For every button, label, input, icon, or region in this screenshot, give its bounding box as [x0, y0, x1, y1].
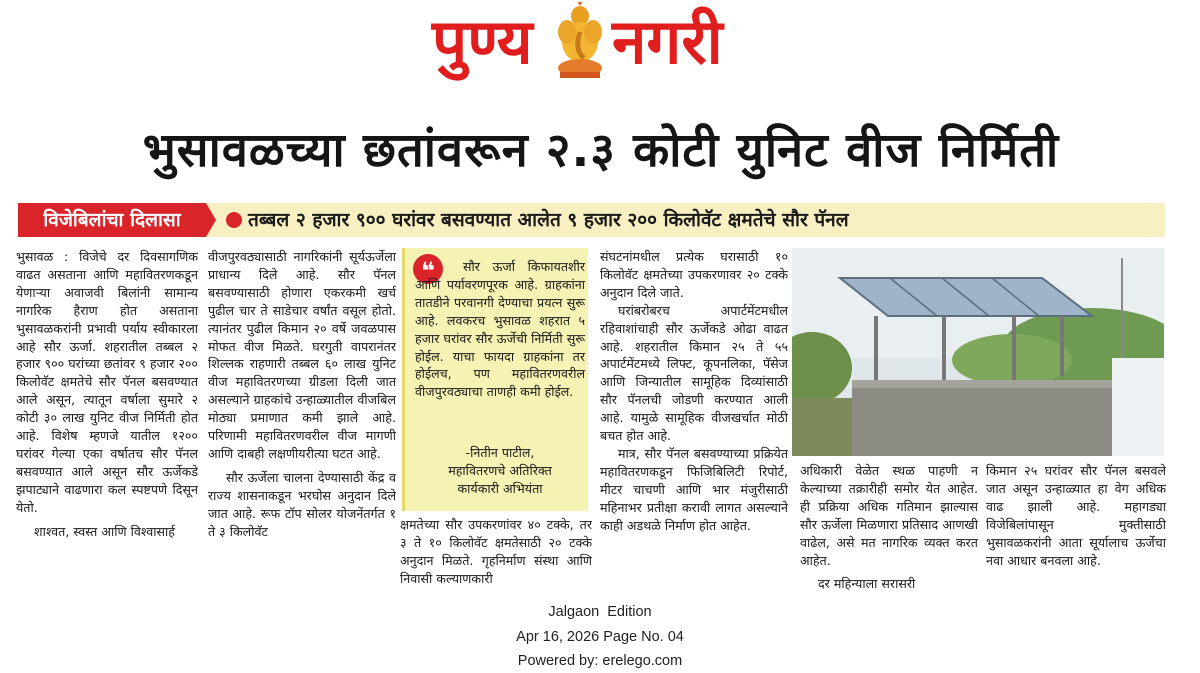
paragraph: वीजपुरवठ्यासाठी नागरिकांनी सूर्यऊर्जेला प्राधान्य दिले आहे. सौर पॅनल बसवण्यासाठी होणारा एकरकमी खर्च पुढील चार ते साडेचार वर्षांत वसूल होतो. त्यानंतर पुढील किमान २० वर्षे जवळपास मोफत वीज मिळते. घरगुती वापरानंतर शिल्लक राहणारी तब्बल ६० लाख युनिट वीज महावितरणच्या ग्रीडला दिली जात असल्याने ग्राहकांचे उन्हाळ्यातील वीजबिल मोठ्या प्रमाणात कमी झाले आहे. परिणामी महावितरणवरील वीज मागणी आणि दाबही लक्षणीयरीत्या घटत आहे. — [208, 249, 396, 461]
sub-headline-bar — [18, 203, 1165, 237]
date-page-label: Apr 16, 2026 Page No. 04 — [516, 629, 684, 645]
article-column-2 — [208, 248, 396, 593]
pull-quote-box — [402, 248, 588, 511]
paragraph: क्षमतेच्या सौर उपकरणांवर ४० टक्के, तर ३ ते १० किलोवॅट क्षमतेसाठी २० टक्के अनुदान मिळते. गृहनिर्माण संस्था आणि निवासी कल्याणकारी — [400, 517, 592, 586]
masthead-title-left: पुण्य — [432, 5, 533, 78]
paragraph: किमान २५ घरांवर सौर पॅनल बसवले जात असून उन्हाळ्यात हा वेग अधिक वाढ झाली आहे. महागड्या विजेबिलांपासून मुक्तीसाठी भुसावळकरांनी आता सूर्यालाच ऊर्जेचा नवा आधार बनवला आहे. — [986, 463, 1166, 568]
bullet-dot-icon — [226, 212, 242, 228]
ganesha-logo-icon — [550, 2, 610, 80]
quote-attribution — [417, 444, 583, 498]
article-column-5 — [800, 462, 978, 596]
article-column-3 — [400, 516, 592, 596]
quote-role-line-2: कार्यकारी अभियंता — [457, 480, 543, 496]
masthead-title-right: नगरी — [612, 5, 723, 78]
quote-mark-icon: ❝ — [413, 254, 443, 284]
solar-panel-rooftop-photo — [792, 248, 1164, 456]
paragraph: सौर ऊर्जेला चालना देण्यासाठी केंद्र व राज्य शासनाकडून भरघोस अनुदान दिले जात आहे. रूफ टॉप सोलर योजनेंतर्गत १ ते ३ किलोवॅट — [208, 469, 396, 539]
paragraph: भुसावळ : विजेचे दर दिवसागणिक वाढत असताना आणि महावितरणकडून येणाऱ्या अवाजवी बिलांनी सामान्य नागरिक हैराण होत असताना भुसावळकरांनी प्रभावी पर्याय स्वीकारला आहे सौर ऊर्जा. शहरातील तब्बल २ हजार ९०० घरांच्या छतांवर ९ हजार २०० किलोवॅट क्षमतेचे सौर पॅनल बसवण्यात आले असून, त्यातून वर्षाला सुमारे २ कोटी ३० लाख युनिट वीज निर्मिती होत आहे. विशेष म्हणजे यातील १२०० घरांवर गेल्या एका वर्षातच सौर पॅनल बसवण्यात आले असून सौर ऊर्जेकडे झपाट्याने वाढणारा कल स्पष्टपणे दिसून येतो. — [16, 249, 198, 515]
paragraph: शाश्वत, स्वस्त आणि विश्वासार्ह — [34, 523, 175, 539]
article-headline: भुसावळच्या छतांवरून २.३ कोटी युनिट वीज निर्मिती — [142, 123, 1060, 178]
paragraph: संघटनांमधील प्रत्येक घरासाठी १० किलोवॅट क्षमतेच्या उपकरणावर २० टक्के अनुदान दिले जाते. — [600, 249, 788, 300]
paragraph: अधिकारी वेळेत स्थळ पाहणी न केल्याच्या तक्रारीही समोर येत आहेत. ही प्रक्रिया अधिक गतिमान झाल्यास सौर ऊर्जेला मिळणारा प्रतिसाद आणखी वाढेल, असे मत नागरिक व्यक्त करत आहेत. — [800, 463, 978, 568]
paragraph: मात्र, सौर पॅनल बसवण्याच्या प्रक्रियेत महावितरणकडून फिजिबिलिटी रिपोर्ट, मीटर चाचणी आणि भार मंजुरीसाठी महिनाभर प्रतीक्षा करावी लागत असल्याने काही अडथळे निर्माण होत आहेत. — [600, 445, 788, 533]
kicker-label: विजेबिलांचा दिलासा — [18, 203, 206, 237]
article-column-1 — [16, 248, 198, 593]
paragraph: घरांबरोबरच अपार्टमेंटमधील रहिवाशांचाही सौर ऊर्जेकडे ओढा वाढत आहे. शहरातील किमान २५ ते ५५ अपार्टमेंटमध्ये लिफ्ट, कूपनलिका, पॅसेज आणि जिन्यातील सामूहिक दिव्यांसाठी सौर पॅनलची जोडणी करण्यात आली आहे. यामुळे सामूहिक वीजखर्चात मोठी बचत होत आहे. — [600, 302, 788, 444]
quote-author: -नितीन पाटील, — [465, 445, 535, 460]
pull-quote-text: सौर ऊर्जा किफायतशीर आणि पर्यावरणपूरक आहे. ग्राहकांना तातडीने परवानगी देण्याचा प्रयत्न सुरू आहे. लवकरच भुसावळ शहरात ५ हजार घरांवर सौर ऊर्जेची निर्मिती सुरू होईल. याचा फायदा ग्राहकांना तर होईलच, पण महावितरणवरील वीजपुरवठ्याचा ताणही कमी होईल. — [415, 259, 585, 400]
article-column-6 — [986, 462, 1166, 596]
quote-role-line-1: महावितरणचे अतिरिक्त — [448, 462, 552, 478]
edition-label: Jalgaon Edition — [548, 604, 652, 620]
sub-headline: तब्बल २ हजार ९०० घरांवर बसवण्यात आलेत ९ हजार २०० किलोवॅट क्षमतेचे सौर पॅनल — [248, 209, 849, 231]
powered-by-label: Powered by: erelego.com — [517, 653, 683, 669]
paragraph: दर महिन्याला सरासरी — [818, 576, 916, 592]
masthead — [0, 0, 1200, 100]
kicker-arrow — [206, 203, 216, 237]
article-column-4 — [600, 248, 788, 596]
